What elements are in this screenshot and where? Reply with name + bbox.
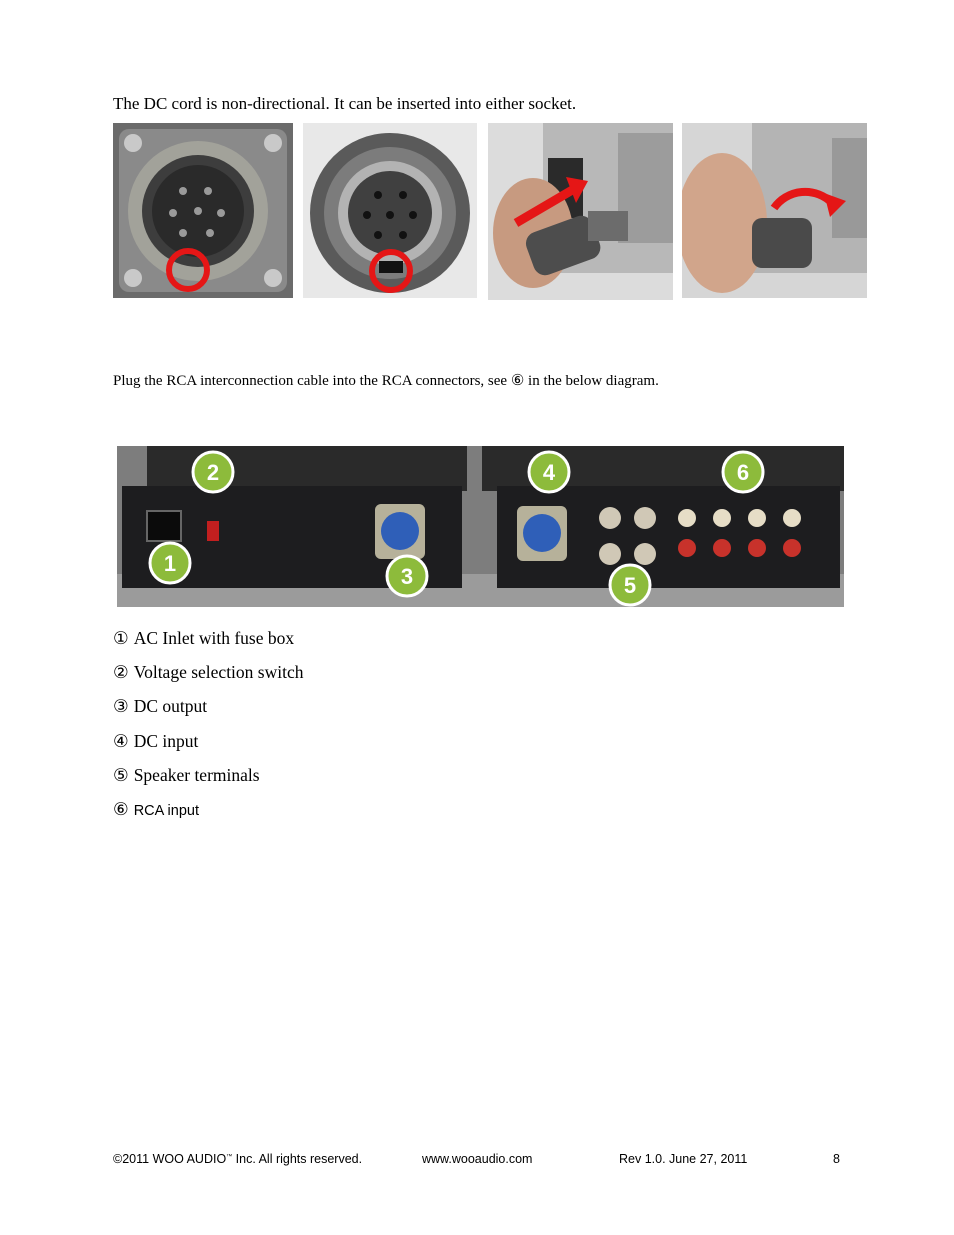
- legend-item: [113, 694, 303, 728]
- legend-number: ②: [113, 662, 129, 683]
- photo-chassis-socket: [113, 123, 293, 298]
- badge-2-label: 2: [206, 460, 220, 485]
- legend-number: ①: [113, 628, 129, 648]
- component-legend: [113, 626, 303, 831]
- legend-item: [113, 626, 303, 660]
- photo-twisting-plug: [682, 123, 867, 298]
- badge-3: [387, 556, 427, 596]
- legend-item: [113, 729, 303, 763]
- footer-copyright: [113, 1152, 362, 1166]
- legend-number: ⑥: [113, 798, 129, 819]
- legend-label: AC Inlet with fuse box: [133, 628, 295, 648]
- legend-label: DC output: [133, 696, 208, 717]
- photo-inserting-plug: [488, 123, 673, 300]
- legend-item: [113, 660, 303, 694]
- photo-plug-face: [303, 123, 477, 298]
- badge-4-label: 4: [542, 460, 556, 485]
- rca-instruction: Plug the RCA interconnection cable into the RCA connectors, see ⑥ in the below diagram.: [113, 373, 659, 389]
- copyright-suffix: Inc. All rights reserved.: [232, 1152, 363, 1166]
- trademark-symbol: ™: [226, 1153, 233, 1160]
- badge-6-label: 6: [736, 460, 750, 485]
- badge-5: [610, 565, 650, 605]
- badge-6: [723, 452, 763, 492]
- badge-5-label: 5: [623, 573, 637, 598]
- page-number: 8: [833, 1152, 840, 1166]
- badge-4: [529, 452, 569, 492]
- legend-label: Voltage selection switch: [133, 662, 304, 683]
- badge-3-label: 3: [400, 564, 414, 589]
- legend-label: RCA input: [133, 802, 199, 819]
- legend-number: ⑤: [113, 764, 129, 785]
- badge-1: [150, 543, 190, 583]
- badge-2: [193, 452, 233, 492]
- legend-label: Speaker terminals: [133, 764, 260, 785]
- legend-number: ③: [113, 696, 129, 717]
- legend-label: DC input: [133, 730, 199, 751]
- intro-paragraph: The DC cord is non-directional. It can be inserted into either socket.: [113, 94, 577, 113]
- legend-number: ④: [113, 730, 129, 751]
- legend-item: [113, 797, 303, 831]
- footer-revision: Rev 1.0. June 27, 2011: [619, 1152, 748, 1166]
- footer-website: www.wooaudio.com: [422, 1152, 533, 1166]
- badge-1-label: 1: [163, 551, 177, 576]
- back-panel-diagram: [117, 446, 844, 607]
- copyright-text: ©2011 WOO AUDIO: [113, 1152, 227, 1166]
- legend-item: [113, 763, 303, 797]
